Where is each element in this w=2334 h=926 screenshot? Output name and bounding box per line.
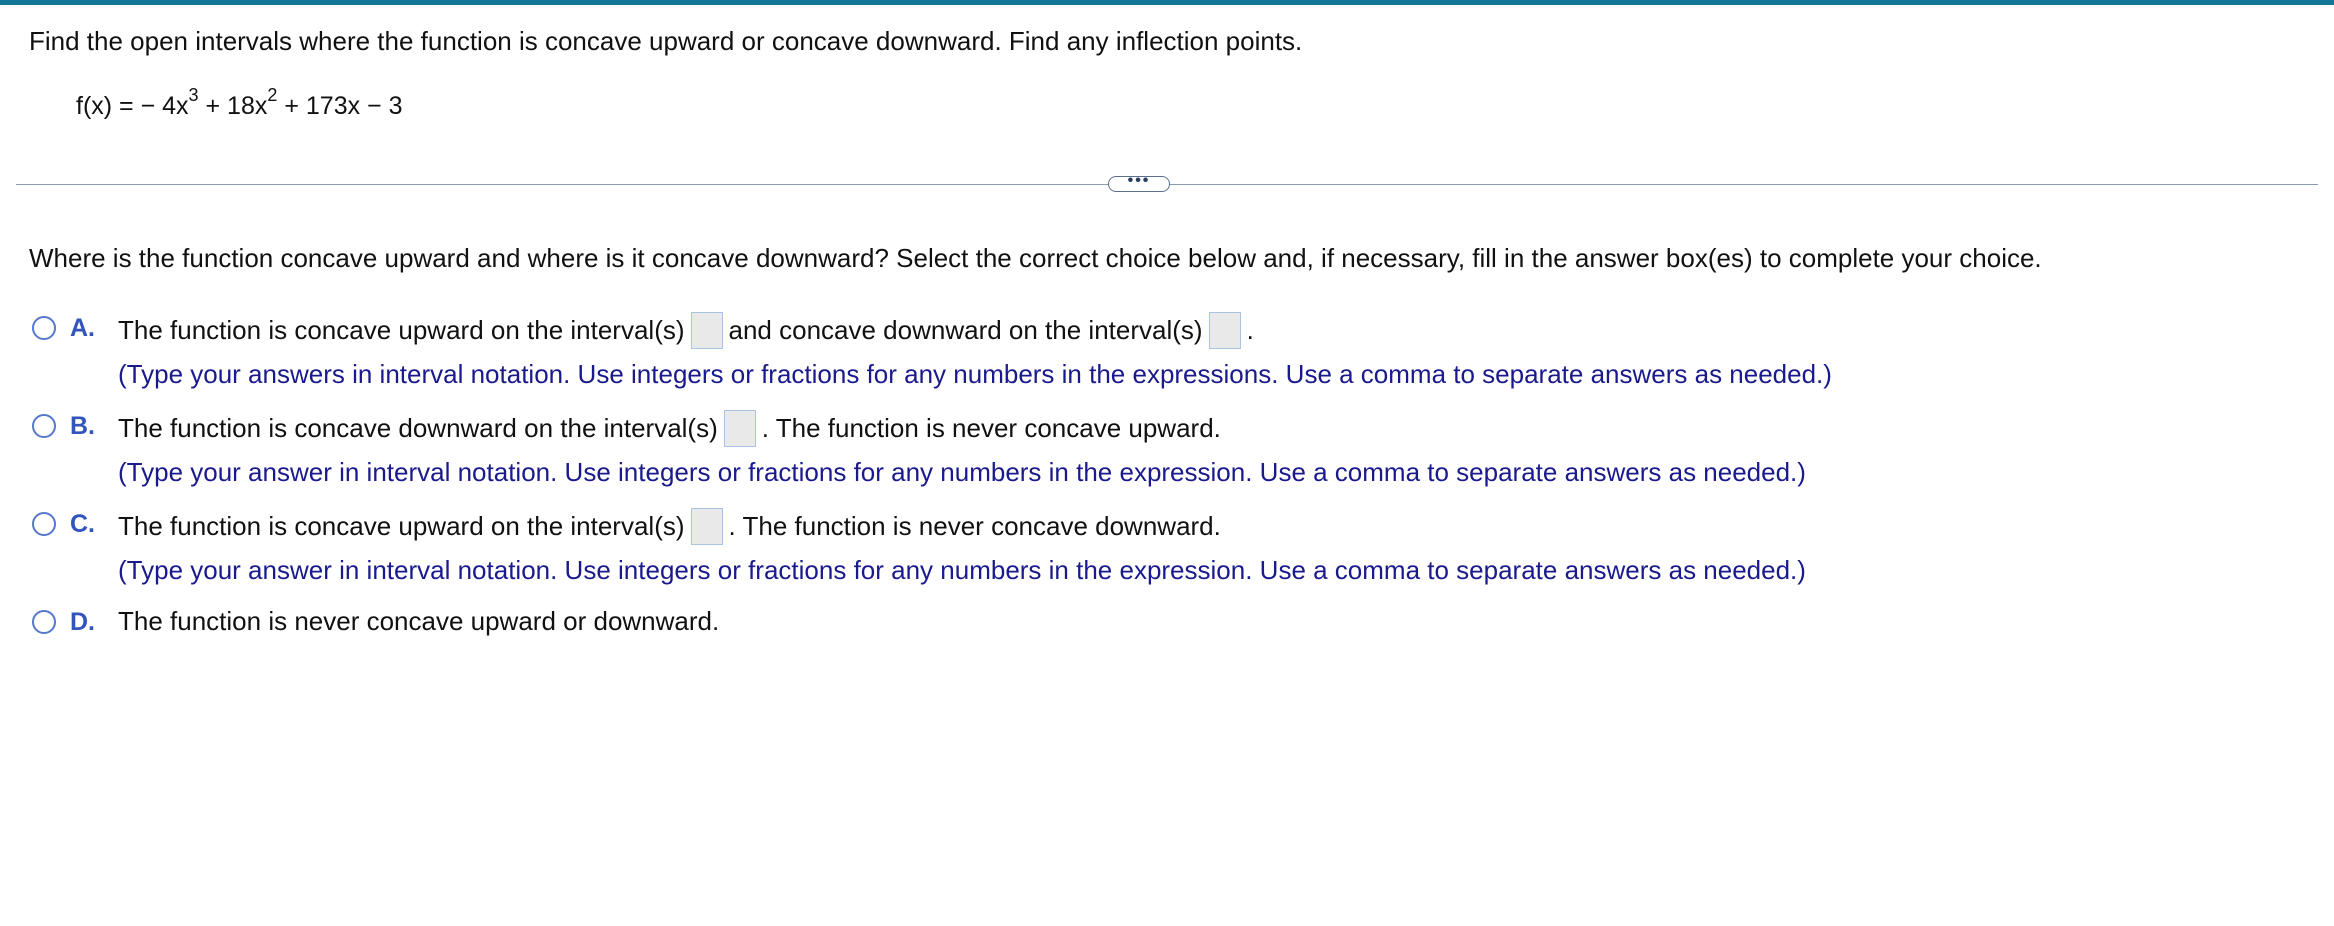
choice-b-part2: . The function is never concave upward. [761,413,1221,443]
function-exponent-2: 2 [267,84,278,105]
choice-b-radio[interactable] [32,414,56,438]
choice-d-text [118,606,719,637]
choice-b-part1: The function is concave downward on the interval(s) [118,413,718,443]
choice-d-part1: The function is never concave upward or downward. [118,606,720,636]
choice-a-text [118,312,1254,349]
choice-b-letter: B. [70,412,95,440]
choice-a-hint: (Type your answers in interval notation. Use integers or fractions for any numbers in the expressions. Use a comma to separate answers as needed.) [118,359,1832,389]
choice-a-concave-up-input[interactable] [691,312,723,349]
choice-c-part2: . The function is never concave downward. [728,511,1221,541]
choice-c-radio[interactable] [32,512,56,536]
choice-d-letter: D. [70,608,95,636]
function-term-2: + 18x [198,92,268,120]
expand-button[interactable] [1108,172,1170,192]
choice-b-concave-down-input[interactable] [724,410,756,447]
function-term-1: − 4x [140,92,189,120]
choice-a-concave-down-input[interactable] [1209,312,1241,349]
top-accent-bar [0,0,2334,5]
function-exponent-1: 3 [188,84,199,105]
problem-instructions: Find the open intervals where the function is concave upward or concave downward. Find any inflection points. [29,26,1303,56]
choice-d-radio[interactable] [32,610,56,634]
choice-a-part1: The function is concave upward on the interval(s) [118,315,685,345]
choice-a-letter: A. [70,314,95,342]
choice-c-text [118,508,1221,545]
choice-c-concave-up-input[interactable] [691,508,723,545]
choice-b-hint: (Type your answer in interval notation. Use integers or fractions for any numbers in the expression. Use a comma to separate answers as needed.) [118,457,1806,487]
choice-c-letter: C. [70,510,95,538]
more-icon: ••• [1127,172,1151,189]
choice-a-part2: and concave downward on the interval(s) [728,315,1203,345]
function-term-3: + 173x − 3 [277,92,403,120]
choice-b-text [118,410,1221,447]
function-lhs: f(x) = [76,92,141,120]
choice-c-hint: (Type your answer in interval notation. Use integers or fractions for any numbers in the expression. Use a comma to separate answers as needed.) [118,555,1806,585]
choice-a-radio[interactable] [32,316,56,340]
choice-a-part3: . [1246,315,1254,345]
question-text: Where is the function concave upward and where is it concave downward? Select the correct choice below and, if necessary, fill in the answer box(es) to complete your choice. [29,243,2042,273]
function-expression [76,84,403,121]
choice-c-part1: The function is concave upward on the interval(s) [118,511,685,541]
